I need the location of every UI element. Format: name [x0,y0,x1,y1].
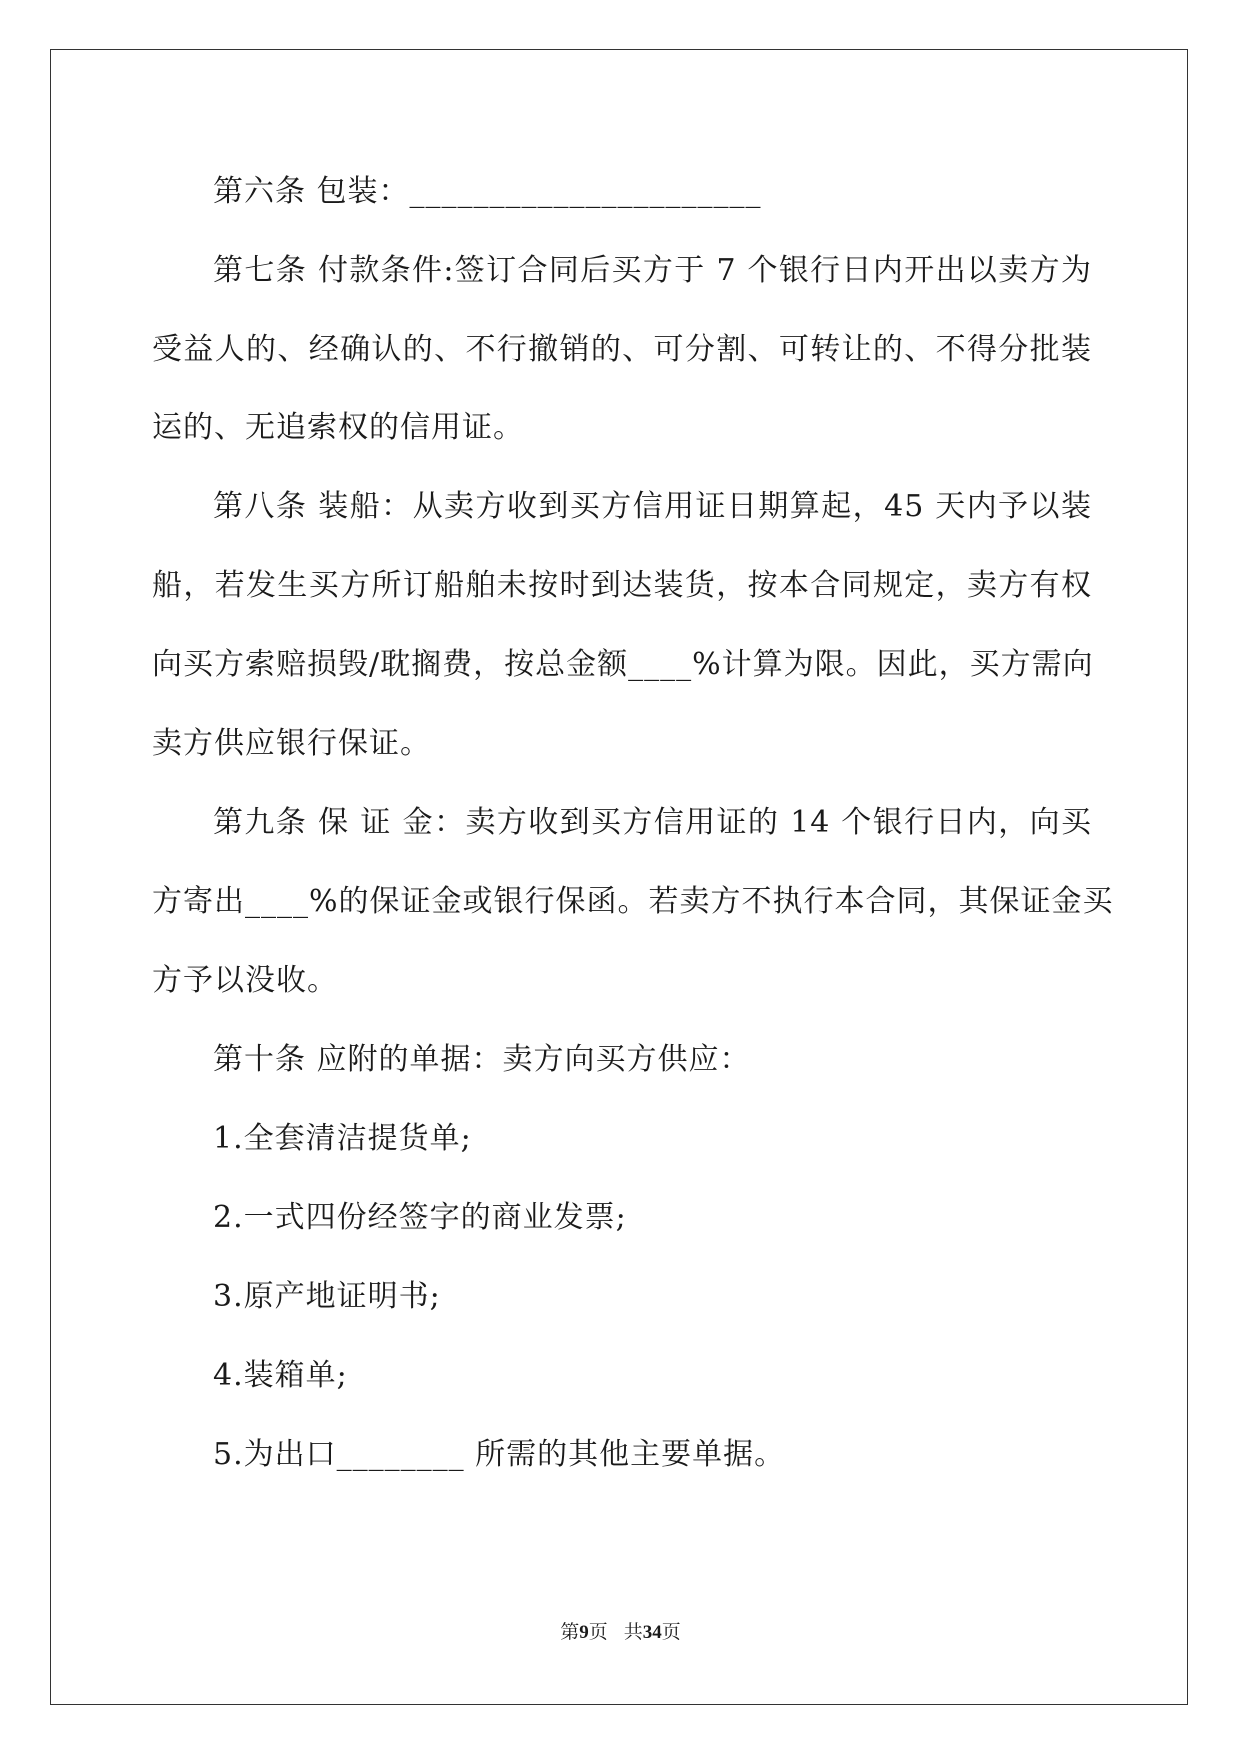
clause-8-shipment-line-3: 向买方索赔损毁/耽搁费，按总金额____%计算为限。因此，买方需向 [152,647,1094,682]
clause-8-shipment-line-2: 船，若发生买方所订船舶未按时到达装货，按本合同规定，卖方有权 [152,568,1092,603]
clause-8-shipment-line-1: 第八条 装船：从卖方收到买方信用证日期算起，45 天内予以装 [213,489,1092,524]
clause-9-deposit-line-3: 方予以没收。 [152,963,338,998]
document-item-2: 2.一式四份经签字的商业发票; [213,1200,627,1235]
clause-9-deposit-line-2: 方寄出____%的保证金或银行保函。若卖方不执行本合同，其保证金买 [152,884,1114,919]
current-page-number: 9 [579,1622,589,1643]
clause-7-payment-line-3: 运的、无追索权的信用证。 [152,410,524,445]
clause-9-deposit-line-1: 第九条 保 证 金：卖方收到买方信用证的 14 个银行日内，向买 [213,805,1092,840]
document-item-3: 3.原产地证明书; [213,1279,441,1314]
total-page-count: 34 [642,1622,662,1643]
footer-total-suffix: 页 [661,1622,681,1643]
clause-7-payment-line-1: 第七条 付款条件:签订合同后买方于 7 个银行日内开出以卖方为 [213,253,1092,288]
clause-6-packing: 第六条 包装：______________________ [213,174,762,209]
clause-8-shipment-line-4: 卖方供应银行保证。 [152,726,431,761]
clause-7-payment-line-2: 受益人的、经确认的、不行撤销的、可分割、可转让的、不得分批装 [152,332,1092,367]
document-item-5: 5.为出口________ 所需的其他主要单据。 [213,1437,786,1472]
clause-10-documents: 第十条 应附的单据：卖方向买方供应： [213,1042,751,1077]
document-item-4: 4.装箱单; [213,1358,348,1393]
page-footer [0,1621,1241,1645]
footer-page-suffix: 页 [588,1622,608,1643]
footer-prefix: 第 [560,1622,580,1643]
document-item-1: 1.全套清洁提货单; [213,1121,472,1156]
footer-total-prefix: 共 [623,1622,643,1643]
